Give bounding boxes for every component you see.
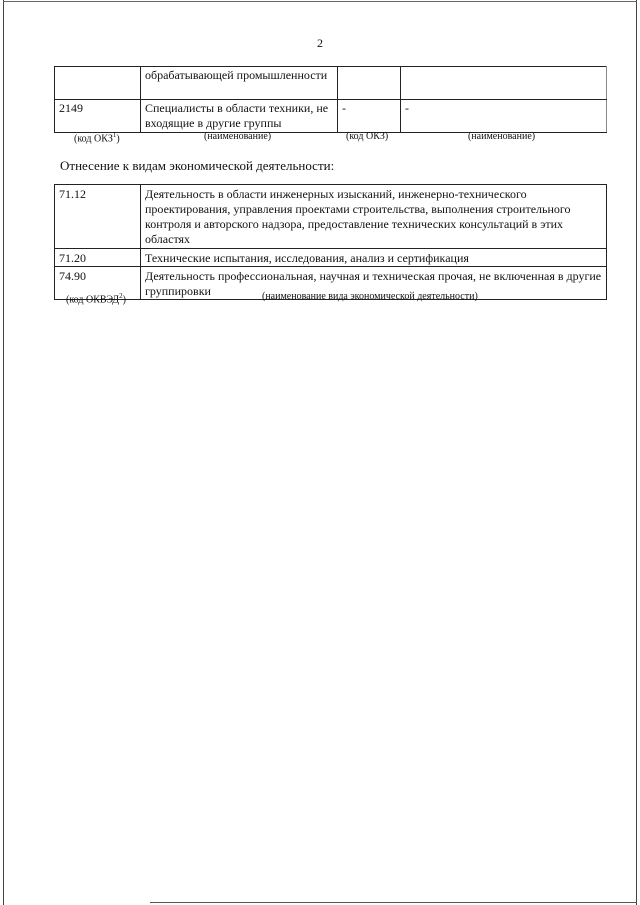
table-row: [55, 67, 607, 100]
okz-code2-cell: [338, 67, 401, 100]
okz-table: [54, 66, 607, 133]
okved-code-cell: 74.90: [55, 267, 141, 300]
okz-code-cell: 2149: [55, 100, 141, 133]
page-number: 2: [317, 36, 323, 50]
okved-table: [54, 184, 607, 300]
okz-code2-cell: -: [338, 100, 401, 133]
okved-code-caption-close: ): [122, 294, 126, 306]
table-row: [55, 185, 607, 249]
okz-code2-caption: (код ОКЗ): [346, 131, 389, 142]
okz-name-cell: Специалисты в области техники, не входящие в другие группы: [141, 100, 338, 133]
okved-name-caption: (наименование вида экономической деятельности): [262, 291, 478, 302]
table-row: [55, 100, 607, 133]
okz-code-cell: [55, 67, 141, 100]
okz-name2-cell: -: [401, 100, 607, 133]
page-edge-right: [636, 0, 637, 905]
okved-code-caption-text: (код ОКВЭД: [66, 294, 120, 306]
okz-name-cell: обрабатывающей промышленности: [141, 67, 338, 100]
okved-code-cell: 71.12: [55, 185, 141, 249]
okved-name-cell: Деятельность профессиональная, научная и техническая прочая, не включенная в другие группировки: [141, 267, 607, 300]
okz-name2-cell: [401, 67, 607, 100]
page-edge-bottom: [150, 902, 637, 903]
okved-code-caption-footnote: 2: [119, 292, 123, 300]
okz-code-caption-footnote: 1: [112, 131, 117, 139]
okz-code-caption-text: (код ОКЗ: [74, 133, 113, 145]
section-heading: Отнесение к видам экономической деятельности:: [60, 158, 335, 173]
page-edge-left: [3, 0, 4, 905]
okved-name-cell: Деятельность в области инженерных изысканий, инженерно-технического проектирования, управления проектами строительства, выполнения строительного контроля и авторского надзора, предоставление технических консультаций в этих областях: [141, 185, 607, 249]
okz-code-caption-close: ): [116, 133, 120, 145]
okz-name2-caption: (наименование): [468, 131, 536, 142]
okz-name-caption: (наименование): [204, 131, 272, 142]
okved-name-cell: Технические испытания, исследования, анализ и сертификация: [141, 249, 607, 267]
table-row: [55, 249, 607, 267]
okz-code-caption: [74, 131, 120, 144]
okved-code-caption: [66, 292, 126, 305]
okved-code-cell: 71.20: [55, 249, 141, 267]
page-edge-top: [3, 1, 637, 2]
